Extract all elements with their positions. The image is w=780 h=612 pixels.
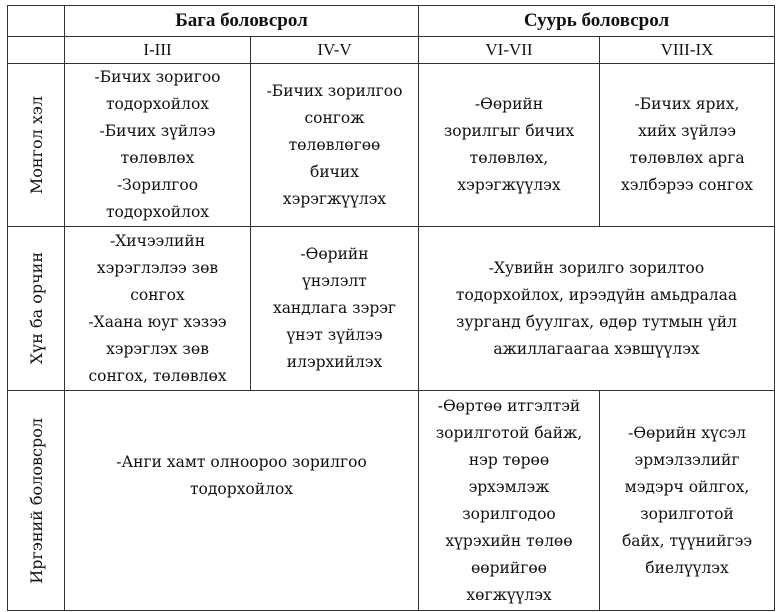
row-label: Иргэний боловсрол <box>26 417 46 584</box>
table-row-mongolian <box>8 64 775 227</box>
row-header-human-environment <box>8 227 65 391</box>
grade-header-6-7: VI-VII <box>419 37 600 64</box>
table-cell: -Өөрийн хүсэл эрмэлзэлийг мэдэрч ойлгох, зорилготой байх, түүнийгээ биелүүлэх <box>600 391 775 611</box>
row-header-civic-education <box>8 391 65 611</box>
header-row <box>8 6 775 37</box>
corner-cell <box>8 6 65 37</box>
corner-cell-2 <box>8 37 65 64</box>
grade-header-1-3: I-III <box>65 37 251 64</box>
row-label: Монгол хэл <box>26 95 46 195</box>
table-cell: -Бичих ярих, хийх зүйлээ төлөвлөх арга хэлбэрээ сонгох <box>600 64 775 227</box>
grade-row <box>8 37 775 64</box>
header-basic-education: Суурь боловсрол <box>419 6 775 37</box>
table-cell: -Өөрийн зорилгыг бичих төлөвлөх, хэрэгжүүлэх <box>419 64 600 227</box>
table-row-human-environment <box>8 227 775 391</box>
table-cell-merged: -Хувийн зорилго зорилтоо тодорхойлох, ирээдүйн амьдралаа зурганд буулгах, өдөр тутмын үйл ажиллагаагаа хэвшүүлэх <box>419 227 775 391</box>
table-cell: -Хичээлийн хэрэглэлээ зөв сонгох -Хаана юуг хэзээ хэрэглэх зөв сонгох, төлөвлөх <box>65 227 251 391</box>
table-row-civic-education <box>8 391 775 611</box>
table-wrapper <box>7 5 775 611</box>
table-cell: -Өөртөө итгэлтэй зорилготой байж, нэр төрөө эрхэмлэж зорилгодоо хүрэхийн төлөө өөрийгөө хөгжүүлэх <box>419 391 600 611</box>
table-cell: -Өөрийн үнэлэлт хандлага зэрэг үнэт зүйлээ илэрхийлэх <box>251 227 419 391</box>
table-cell-merged: -Анги хамт олноороо зорилгоо тодорхойлох <box>65 391 419 611</box>
table-cell: -Бичих зоригоо тодорхойлох -Бичих зүйлээ төлөвлөх -Зорилгоо тодорхойлох <box>65 64 251 227</box>
grade-header-4-5: IV-V <box>251 37 419 64</box>
row-header-mongolian <box>8 64 65 227</box>
header-primary-education: Бага боловсрол <box>65 6 419 37</box>
grade-header-8-9: VIII-IX <box>600 37 775 64</box>
education-objectives-table <box>7 5 775 611</box>
table-cell: -Бичих зорилгоо сонгож төлөвлөгөө бичих хэрэгжүүлэх <box>251 64 419 227</box>
row-label: Хүн ба орчин <box>26 252 46 365</box>
